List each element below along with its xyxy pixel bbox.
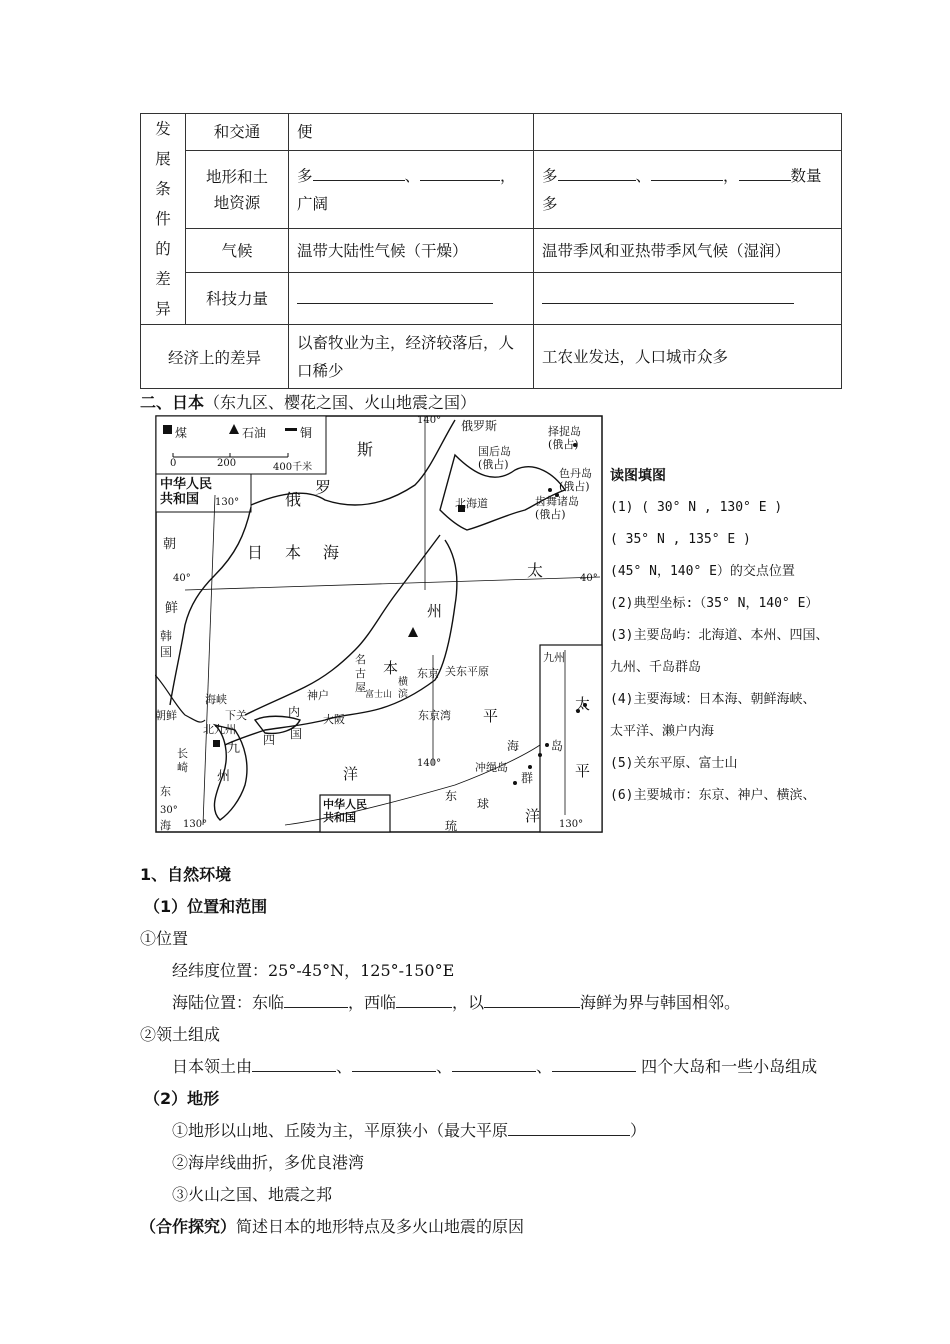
label-inset-tai: 太 <box>575 695 591 713</box>
label-inset-china: 中华人民 共和国 <box>323 798 367 824</box>
blank[interactable] <box>284 992 348 1008</box>
side-line-3: (45° N，140° E）的交点位置 <box>610 564 795 579</box>
label-jiu: 九 <box>227 741 241 756</box>
label-nagasaki: 长崎 <box>177 747 188 774</box>
label-chiwu: 齿舞诸岛 (俄占) <box>535 495 579 521</box>
blank[interactable] <box>552 1056 636 1072</box>
label-chaoxian: 朝鲜 <box>155 709 177 722</box>
label-kobe: 神户 <box>307 689 329 702</box>
side-line-7: (4)主要海域：日本海、朝鲜海峡、 <box>610 692 816 707</box>
label-lon140-bottom: 140° <box>417 758 442 769</box>
blank[interactable] <box>651 165 723 181</box>
label-si: 斯 <box>357 440 374 459</box>
scale-200: 200 <box>217 458 237 469</box>
heading-terrain: （2）地形 <box>144 1089 220 1108</box>
label-tokyo-bay: 东京湾 <box>418 709 451 722</box>
label-tokyo: 东京 <box>417 667 439 680</box>
label-inset-yang: 洋 <box>525 807 541 825</box>
cell-transport-right <box>534 114 842 151</box>
cell-climate-right: 温带季风和亚热带季风气候（湿润） <box>534 229 842 273</box>
label-dao: 岛 <box>551 739 564 753</box>
text-latlon: 经纬度位置：25°-45°N，125°-150°E <box>172 961 455 980</box>
label-tai: 太 <box>527 561 544 580</box>
blank[interactable] <box>297 288 493 304</box>
blank[interactable] <box>558 165 636 181</box>
heading-location: （1）位置和范围 <box>144 897 268 916</box>
blank[interactable] <box>352 1056 436 1072</box>
scale-400: 400千米 <box>273 462 313 473</box>
label-dong2: 东 <box>445 789 458 803</box>
cell-terrain-left: 多 、 ， 广阔 <box>289 150 534 229</box>
cell-tech-left <box>289 273 534 325</box>
label-ben: 本 <box>383 659 399 677</box>
label-inset-ping: 平 <box>575 762 591 780</box>
side-line-9: (5)关东平原、富士山 <box>610 756 738 771</box>
section-title: 二、日本（东九区、樱花之国、火山地震之国） <box>140 393 477 412</box>
label-hai3: 海 <box>160 819 171 832</box>
label-ping: 平 <box>483 707 499 725</box>
coal-icon <box>163 425 172 434</box>
blank[interactable] <box>420 165 500 181</box>
side-line-6: 九州、千岛群岛 <box>610 660 702 675</box>
label-okinawa: 冲绳岛 <box>475 761 508 774</box>
comparison-table <box>140 113 842 389</box>
label-nei: 内 <box>288 705 301 719</box>
text-terrain-2: ②海岸线曲折，多优良港湾 <box>172 1153 365 1172</box>
label-russia: 俄罗斯 <box>461 419 498 433</box>
label-chao: 朝 <box>163 537 177 552</box>
blank[interactable] <box>396 992 452 1008</box>
label-sea-of-japan: 日本海 <box>247 543 362 562</box>
text-terrain-1: ①地形以山地、丘陵为主，平原狭小（最大平原 ） <box>172 1121 647 1140</box>
blank[interactable] <box>484 992 580 1008</box>
label-position: ①位置 <box>140 929 189 948</box>
label-zhou2: 州 <box>217 769 231 784</box>
label-osaka: 大阪 <box>323 713 345 726</box>
label-korea: 韩国 <box>160 629 173 659</box>
blank[interactable] <box>508 1120 630 1136</box>
text-cooperation: （合作探究）简述日本的地形特点及多火山地震的原因 <box>140 1217 525 1236</box>
label-liu: 琉 <box>445 819 458 833</box>
label-qun: 群 <box>521 771 534 785</box>
copper-icon <box>285 428 297 431</box>
cell-climate-left: 温带大陆性气候（干燥） <box>289 229 534 273</box>
side-line-2: ( 35° N , 135° E ) <box>610 532 751 547</box>
row-label-tech: 科技力量 <box>186 273 289 325</box>
label-lon130-bottom: 130° <box>183 819 208 830</box>
label-xian: 鲜 <box>165 601 179 616</box>
label-fuji: 富士山 <box>365 690 393 700</box>
label-lon130: 130° <box>215 497 240 508</box>
legend-copper: 铜 <box>300 426 313 440</box>
label-territory: ②领土组成 <box>140 1025 221 1044</box>
row-label-transport: 和交通 <box>186 114 289 151</box>
cell-terrain-right: 多 、 ， 数量 多 <box>534 150 842 229</box>
label-kitakyushu: 北九州 <box>203 723 236 736</box>
label-china: 中华人民 共和国 <box>160 477 213 507</box>
label-si: 四 <box>263 733 276 747</box>
label-e: 俄 <box>285 490 302 509</box>
cell-economy-left: 以畜牧业为主，经济较落后，人口稀少 <box>289 325 534 389</box>
label-yokohama: 横滨 <box>398 677 408 700</box>
label-lat40-left: 40° <box>173 573 191 584</box>
label-nagoya: 名古屋 <box>355 653 366 694</box>
blank[interactable] <box>252 1056 336 1072</box>
blank[interactable] <box>313 165 405 181</box>
label-qiu: 球 <box>477 797 490 811</box>
side-line-1: (1) ( 30° N , 130° E ) <box>610 500 783 515</box>
label-kanto: 关东平原 <box>445 665 489 678</box>
label-guohou: 国后岛 (俄占) <box>478 445 511 471</box>
side-line-4: (2)典型坐标:（35° N，140° E） <box>610 596 819 611</box>
label-lat30: 30° <box>160 805 178 816</box>
label-inset-kyushu: 九州 <box>543 651 565 664</box>
label-hai2: 海 <box>507 739 520 753</box>
text-terrain-3: ③火山之国、地震之邦 <box>172 1185 333 1204</box>
label-inset-lon: 130° <box>559 819 584 830</box>
legend-coal: 煤 <box>175 426 188 440</box>
label-guo: 国 <box>290 727 303 741</box>
label-shimonoseki: 下关 <box>225 709 247 722</box>
text-sealand: 海陆位置：东临 ，西临 ，以 海鲜为界与韩国相邻。 <box>172 993 741 1012</box>
heading-natural-environment: 1、自然环境 <box>140 865 232 884</box>
cell-tech-right <box>534 273 842 325</box>
row-label-economy: 经济上的差异 <box>141 325 289 389</box>
row-label-climate: 气候 <box>186 229 289 273</box>
blank[interactable] <box>452 1056 536 1072</box>
label-yang: 洋 <box>343 765 359 783</box>
cell-economy-right: 工农业发达，人口城市众多 <box>534 325 842 389</box>
side-title: 读图填图 <box>610 468 666 484</box>
side-line-10: (6)主要城市：东京、神户、横滨、 <box>610 788 816 803</box>
blank[interactable] <box>739 165 791 181</box>
label-hokkaido: 北海道 <box>455 497 488 510</box>
label-zezhuo: 择捉岛 (俄占) <box>548 425 581 451</box>
japan-map <box>155 415 603 833</box>
label-lat40-right: 40° <box>580 573 598 584</box>
scale-0: 0 <box>170 458 177 469</box>
legend-oil: 石油 <box>242 426 267 440</box>
side-line-5: (3)主要岛屿：北海道、本州、四国、 <box>610 628 829 643</box>
text-territory: 日本领土由 、 、 、 四个大岛和一些小岛组成 <box>172 1057 818 1076</box>
label-dong: 东 <box>160 785 171 798</box>
label-lon140: 140° <box>417 415 442 426</box>
row-label-terrain: 地形和土地资源 <box>186 150 289 229</box>
label-luo: 罗 <box>315 478 332 497</box>
cell-transport-left: 便 <box>289 114 534 151</box>
group-label: 发展条件的差异 <box>141 114 186 325</box>
side-line-8: 太平洋、濑户内海 <box>610 724 715 739</box>
label-zhou: 州 <box>427 602 443 620</box>
label-strait: 海峡 <box>205 693 227 706</box>
blank[interactable] <box>542 288 794 304</box>
label-sedan: 色丹岛 (俄占) <box>559 467 592 493</box>
